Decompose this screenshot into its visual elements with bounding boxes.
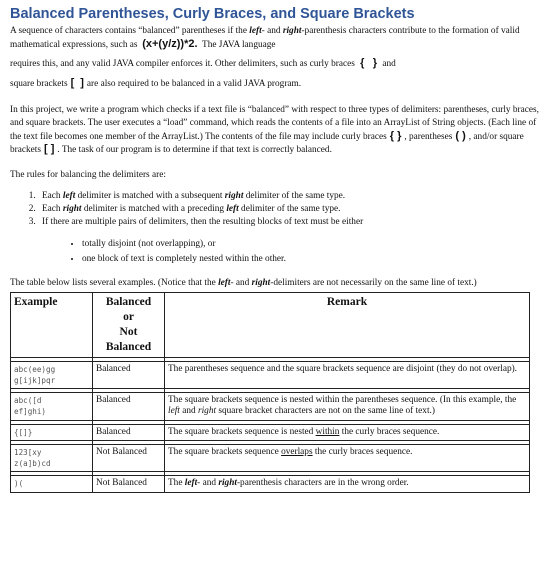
- example-cell: {[]}: [11, 424, 93, 441]
- curly-close-glyph: }: [372, 57, 378, 70]
- em-right: right: [282, 26, 302, 36]
- table-row: [11, 476, 530, 493]
- square-close-glyph: ]: [80, 76, 84, 89]
- status-cell: Balanced: [93, 361, 165, 388]
- status-cell: Balanced: [93, 424, 165, 441]
- intro-line-3: square brackets [ ] are also required to be balanced in a valid JAVA program.: [10, 76, 302, 89]
- example-cell: )(: [11, 476, 93, 493]
- intro-text: The JAVA language: [202, 39, 276, 50]
- rule-item: 3. If there are multiple pairs of delimiters, then the resulting blocks of text must be either: [38, 216, 540, 229]
- table-row: [11, 361, 530, 388]
- remark-cell: The left- and right-parenthesis characters are in the wrong order.: [165, 476, 530, 493]
- square-open-glyph: [: [70, 76, 75, 89]
- bullet-item: • one block of text is completely nested within the other.: [82, 252, 540, 267]
- remark-cell: The square brackets sequence overlaps the curly braces sequence.: [165, 445, 530, 472]
- rule-item: 1. Each left delimiter is matched with a subsequent right delimiter of the same type.: [38, 190, 540, 203]
- bullet-item: • totally disjoint (not overlapping), or: [82, 237, 540, 252]
- table-row: [11, 392, 530, 420]
- em-left: left: [249, 26, 262, 36]
- table-header-row: [11, 292, 530, 357]
- project-paragraph: In this project, we write a program which checks if a text file is “balanced” with respect to three types of delimiters: parentheses, curly braces, and square brackets. The user executes a “load” command, which reads the contents of a file into an ArrayList of String objects. (Each line of the text file becomes one member of the ArrayList.) The contents of the file may include curly braces { } , parentheses ( ) , and/or square brackets [ ] . The task of our program is to determine if that text is correctly balanced.: [10, 105, 539, 156]
- remark-cell: The square brackets sequence is nested within the curly braces sequence.: [165, 424, 530, 441]
- remark-cell: The parentheses sequence and the square brackets sequence are disjoint (they do not overlap).: [165, 361, 530, 388]
- remark-cell: The square brackets sequence is nested within the parentheses sequence. (In this example, the left and right square bracket characters are not on the same line of text.): [165, 392, 530, 420]
- header-balanced: Balanced or Not Balanced: [93, 292, 165, 357]
- header-example: Example: [11, 292, 93, 357]
- page-title: Balanced Parentheses, Curly Braces, and Square Brackets: [10, 6, 415, 22]
- intro-text: A sequence of characters contains “balanced” parentheses if the: [10, 26, 250, 36]
- header-remark: Remark: [165, 292, 530, 357]
- intro-text: -parenthesis characters contribute to the formation of valid mathematical expressions, such as: [10, 26, 520, 50]
- table-row: [11, 424, 530, 441]
- example-cell: 123[xy z(a]b)cd: [11, 445, 93, 472]
- intro-paragraph: [10, 25, 540, 90]
- status-cell: Balanced: [93, 392, 165, 420]
- document-page: [10, 6, 540, 493]
- table-row: [11, 445, 530, 472]
- table-intro: The table below lists several examples. (Notice that the left- and right-delimiters are not necessarily on the same line of text.): [10, 278, 477, 289]
- rules-intro: The rules for balancing the delimiters are:: [10, 169, 166, 180]
- rules-list: [10, 190, 540, 228]
- example-cell: abc(ee)gg g[ijk]pqr: [11, 361, 93, 388]
- curly-braces-glyph: { }: [389, 129, 402, 142]
- bullet-list: [10, 237, 540, 266]
- example-cell: abc([d ef]ghi): [11, 392, 93, 420]
- square-brackets-glyph: [ ]: [43, 143, 55, 156]
- examples-table: [10, 292, 530, 493]
- curly-open-glyph: {: [360, 57, 365, 70]
- expression-example: (x+(y/z))*2.: [142, 37, 198, 50]
- status-cell: Not Balanced: [93, 445, 165, 472]
- intro-line-2: requires this, and any valid JAVA compiler enforces it. Other delimiters, such as curly braces { } and: [10, 57, 396, 70]
- rule-item: 2. Each right delimiter is matched with a preceding left delimiter of the same type.: [38, 203, 540, 216]
- intro-text: - and: [261, 26, 283, 36]
- parentheses-glyph: ( ): [455, 129, 466, 142]
- status-cell: Not Balanced: [93, 476, 165, 493]
